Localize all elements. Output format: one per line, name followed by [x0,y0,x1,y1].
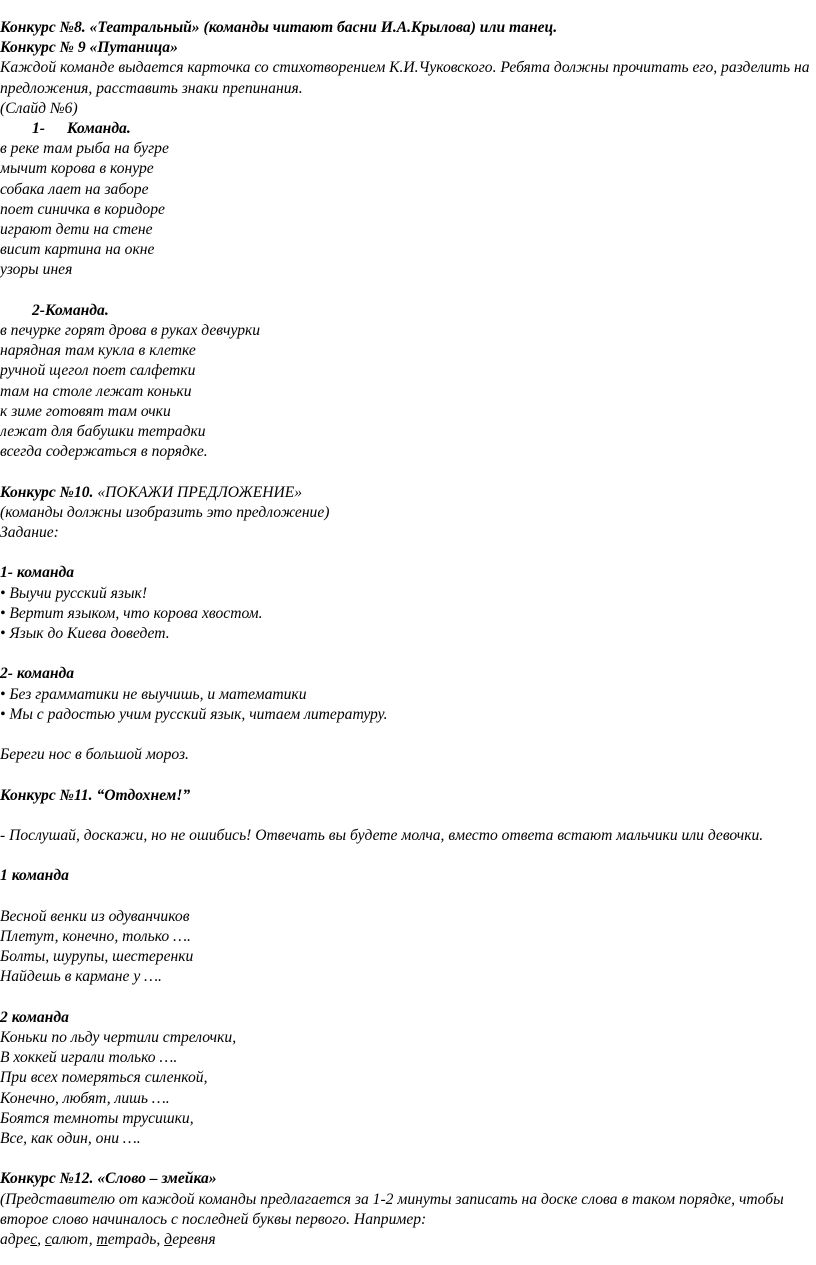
k10-note: (команды должны изобразить это предложение) [0,503,330,521]
poem-line: висит картина на окне [0,241,155,259]
k11-team1-riddles [0,907,812,988]
example-word-part: еревня [172,1231,216,1249]
k9-team2-heading: 2-Команда. [32,301,109,319]
riddle-line: Болты, шурупы, шестеренки [0,948,194,966]
poem-line: лежат для бабушки тетрадки [0,423,206,441]
k8-label: Конкурс №8. [0,19,86,36]
example-word-part: алют, [51,1231,97,1249]
poem-line: в печурке горят дрова в руках девчурки [0,322,261,340]
poem-line: узоры инея [0,261,73,279]
example-letter: д [164,1231,173,1249]
poem-line: играют дети на стене [0,221,153,239]
riddle-line: Боятся темноты трусишки, [0,1109,194,1127]
poem-line: в реке там рыба на бугре [0,140,169,158]
riddle-line: Коньки по льду чертили стрелочки, [0,1029,237,1046]
k11-team2-heading: 2 команда [0,1008,69,1026]
riddle-line: Найдешь в кармане у …. [0,968,162,986]
example-letter: т [96,1231,108,1249]
k8-text: «Театральный» (команды читают басни И.А.Крылова) или танец. [85,19,558,36]
poem-line: к зиме готовят там очки [0,402,171,420]
poem-line: всегда содержаться в порядке. [0,443,208,461]
document-page [0,18,812,1250]
riddle-line: При всех померяться силенкой, [0,1069,208,1087]
k9-team2-poem [0,321,812,462]
riddle-line: Конечно, любят, лишь …. [0,1089,170,1107]
poem-line: ручной щегол поет салфетки [0,362,196,380]
poem-line: собака лает на заборе [0,180,149,198]
k11-description: - Послушай, доскажи, но не ошибись! Отвечать вы будете молча, вместо ответа встают мальчики или девочки. [0,827,764,845]
k10-title [0,483,812,503]
list-item: • Мы с радостью учим русский язык, читаем литературу. [0,705,388,723]
k9-team1-poem [0,139,812,280]
poem-line: мычит корова в конуре [0,160,154,178]
k9-description: Каждой команде выдается карточка со стихотворением К.И.Чуковского. Ребята должны прочитать его, разделить на предложения, расставить знаки препинания. [0,59,810,97]
poem-line: нарядная там кукла в клетке [0,342,196,360]
k10-extra-proverb: Береги нос в большой мороз. [0,746,189,764]
k10-team1-heading: 1- команда [0,564,75,582]
k10-name: «ПОКАЖИ ПРЕДЛОЖЕНИЕ» [93,483,303,501]
k9-slide: (Слайд №6) [0,99,78,117]
example-word-part: адре [0,1231,31,1249]
example-letter: с [44,1231,52,1249]
k9-team1-heading [0,119,812,139]
k8-line [0,18,812,38]
k9-team1-label: Команда. [67,120,131,138]
k9-team1-num: 1- [32,120,45,138]
list-item: • Выучи русский язык! [0,584,148,602]
poem-line: там на столе лежат коньки [0,382,192,400]
riddle-line: В хоккей играли только …. [0,1049,178,1067]
k12-description: (Представителю от каждой команды предлагается за 1-2 минуты записать на доске слова в таком порядке, чтобы второе слово начиналось с последней буквы первого. Например: [0,1190,784,1228]
k12-title: Конкурс №12. «Слово – змейка» [0,1170,217,1188]
k9-title: Конкурс № 9 «Путаница» [0,39,178,57]
example-word-part: , [37,1231,45,1249]
k11-team2-riddles [0,1028,812,1149]
k11-team1-heading: 1 команда [0,867,69,885]
k11-title: Конкурс №11. “Отдохнем!” [0,786,191,804]
example-word-part: етрадь, [107,1231,165,1249]
k10-label: Конкурс №10. [0,483,94,501]
k10-team2-heading: 2- команда [0,665,75,683]
k10-task: Задание: [0,524,59,542]
riddle-line: Плетут, конечно, только …. [0,928,191,945]
k12-example [0,1230,812,1250]
example-letter: с [30,1231,38,1249]
poem-line: поет синичка в коридоре [0,200,165,218]
list-item: • Язык до Киева доведет. [0,625,170,643]
list-item: • Вертит языком, что корова хвостом. [0,604,263,622]
riddle-line: Весной венки из одуванчиков [0,907,190,925]
list-item: • Без грамматики не выучишь, и математики [0,685,307,703]
riddle-line: Все, как один, они …. [0,1130,141,1148]
